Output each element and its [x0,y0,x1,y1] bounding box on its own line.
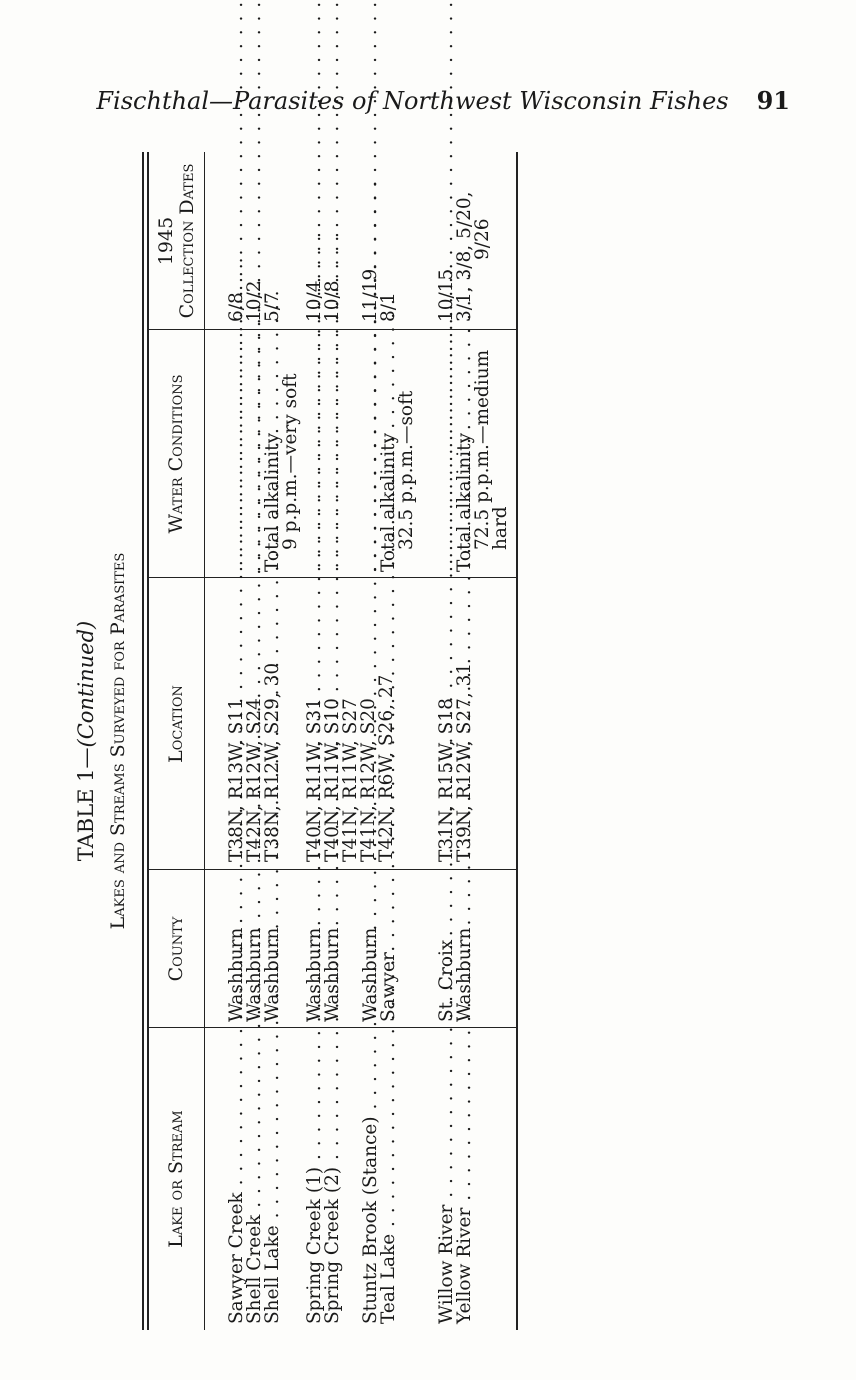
table-row-county: Washburn [262,927,283,1022]
table-row-county: Washburn [360,927,381,1022]
table-row-lake: Spring Creek (1) . . . [306,1034,324,1324]
table-row-lake: Yellow River . . . [456,1034,474,1324]
table-row-lake: Teal Lake . . . [380,1034,398,1324]
running-head-title: Fischthal—Parasites of Northwest Wisconsin Fishes [96,87,729,115]
table-row-location: T42N, R12W, S24 [244,698,265,862]
table-row-dates: 10/4 [304,280,325,322]
table-row-location: T40N, R11W, S31 [304,698,325,862]
table-row-water: Total alkalinity [454,432,475,572]
table-continued-label: (Continued) [74,620,98,748]
table-row-lake: Spring Creek (2) . . . [324,1034,342,1324]
data-table [142,152,522,1330]
table-row-lake: Sawyer Creek . . . [228,1034,246,1324]
table-row-county: Washburn [454,927,475,1022]
header-dates-label: Collection Dates [175,163,198,319]
table-row-county: Washburn [322,927,343,1022]
table-row-county: Washburn [244,927,265,1022]
table-row-location: T38N, R12W, S29, 30 [262,662,283,862]
table-row-county: St. Croix [436,939,457,1022]
rotated-table-block [72,146,522,1336]
page-number: 91 [756,86,790,115]
header-collection-dates [149,152,204,330]
table-row-water-leader [324,334,342,572]
table-row-location: T38N, R13W, S11 [226,698,247,862]
table-row-lake: Shell Lake . . . [264,1034,282,1324]
table-row-water: 72.5 p.p.m.—medium [472,349,493,550]
table-row-water: hard [490,506,511,550]
table-row-location: T41N, R12W, S20 [358,698,379,862]
table-row-dates: 10/8 [322,280,343,322]
table-row-location: T40N, R11W, S10 [322,698,343,862]
header-water-conditions: Water Conditions [165,374,187,534]
header-year: 1945 [154,216,177,266]
table-row-lake: Willow River . . . [438,1034,456,1324]
table-row-dates: 6/8 [226,292,247,322]
table-row-water: Total alkalinity [378,432,399,572]
table-row-lake: Shell Creek . . . [246,1034,264,1324]
header-county: County [165,916,187,982]
table-row-county: Washburn [304,927,325,1022]
table-row-dates: 10/2 [244,280,265,322]
table-row-county: Washburn [226,927,247,1022]
table-subtitle: Lakes and Streams Surveyed for Parasites [107,552,129,930]
table-row-dates: 9/26 [472,218,493,260]
table-row-water: 32.5 p.p.m.—soft [396,390,417,550]
table-row-location: T42N, R6W, S26, 27 [376,674,397,862]
table-row-dates: 8/1 [378,292,399,322]
table-row-county: Sawyer [378,952,399,1022]
table-row-dates: 5/7 [262,292,283,322]
header-lake-or-stream: Lake or Stream [165,1110,187,1248]
table-row-water: Total alkalinity [262,432,283,572]
table-row-dates: 10/15 [436,268,457,322]
running-head [0,86,790,115]
table-bottom-rule [516,152,518,1330]
header-location: Location [165,685,187,763]
table-row-water: 9 p.p.m.—very soft [280,373,301,550]
table-row-dates: 3/1, 3/8, 5/20, [454,191,475,322]
table-number-label: TABLE 1— [74,747,98,862]
table-row-location: T31N, R15W, S18 [436,698,457,862]
table-row-lake: Stuntz Brook (Stance) . . . [362,1034,380,1324]
table-row-location: T39N, R12W, S27, 31 [454,662,475,862]
table-row-dates: 11/19 [360,268,381,322]
table-row-location: T41N, R11W, S27 [340,698,361,862]
table-number [72,146,100,1336]
